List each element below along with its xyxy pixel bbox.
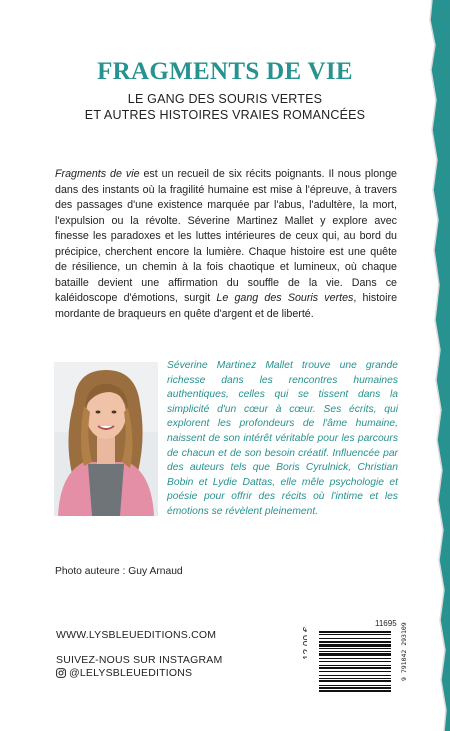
- price: 12,00 €: [302, 626, 313, 660]
- instagram-icon: [56, 668, 66, 678]
- product-code: 11695: [375, 619, 397, 628]
- subtitle-line-2: ET AUTRES HISTOIRES VRAIES ROMANCÉES: [84, 108, 366, 122]
- barcode-bar: [319, 690, 391, 692]
- instagram-follow-label: SUIVEZ-NOUS SUR INSTAGRAM: [56, 654, 223, 666]
- barcode-bar: [319, 678, 391, 679]
- publisher-website[interactable]: WWW.LYSBLEUEDITIONS.COM: [56, 629, 217, 641]
- barcode-bar: [319, 667, 391, 669]
- instagram-handle-text: @LELYSBLEUEDITIONS: [69, 667, 193, 679]
- barcode-bar: [319, 687, 391, 689]
- instagram-handle[interactable]: [56, 667, 192, 679]
- blurb-text-1: est un recueil de six récits poignants. Il nous plonge dans des instants où la fragilité humaine est mise à l'épreuve, à travers des passages d'une existence marquée par l'abus, l'adultère, la mort, l'expulsion ou la révolte. Séverine Martinez Mallet y explore avec finesse les paradoxes et les luttes intérieures de ceux qui, au bord du précipice, cherchent encore la lumière. Chaque histoire est une quête de résilience, un chemin à la fois chaotique et lumineux, où chaque bataille devient une affirmation du souffle de la vie. Dans ce kaléidoscope d'émotions, surgit: [55, 168, 397, 304]
- author-photo: [54, 362, 158, 516]
- barcode-bar: [319, 685, 391, 686]
- barcode-bar: [319, 658, 391, 659]
- barcode-bar: [319, 641, 391, 643]
- isbn-barcode: [307, 627, 407, 719]
- barcode-bar: [319, 651, 391, 652]
- blurb-book-title: Fragments de vie: [55, 168, 140, 180]
- barcode-bar: [319, 634, 391, 635]
- barcode-bar: [319, 661, 391, 662]
- barcode-bar: [319, 644, 391, 647]
- book-blurb: [55, 167, 397, 322]
- book-title: FRAGMENTS DE VIE: [97, 58, 353, 85]
- barcode-bar: [319, 671, 391, 672]
- barcode-bar: [319, 648, 391, 649]
- blurb-text-2: , histoire mordante de braqueurs en quête d'argent et de liberté.: [55, 292, 398, 320]
- barcode-bar: [319, 653, 391, 656]
- photo-credit: Photo auteure : Guy Arnaud: [55, 566, 183, 577]
- barcode-bar: [319, 675, 391, 676]
- barcode-bar: [319, 665, 391, 666]
- blurb-story-title: Le gang des Souris vertes: [216, 292, 354, 304]
- barcode-bar: [319, 680, 391, 682]
- barcode-bar: [319, 638, 391, 639]
- barcode-bar: [319, 631, 391, 633]
- author-bio: Séverine Martinez Mallet trouve une grande richesse dans les rencontres humaines authentiques, celles qui se tissent dans la simplicité d'un cœur à cœur. Ses écrits, qui explorent les profondeurs de l'âme humaine, naissent de son intérêt véritable pour les parcours de chacun et de son besoin créatif. Influencée par des auteurs tels que Boris Cyrulnick, Christian Bobin et Lydie Dattas, elle mêle psychologie et poésie pour offrir des récits où l'intime et les émotions se révèlent pleinement.: [167, 360, 398, 517]
- isbn-digits: 9 791042 293109: [400, 622, 408, 681]
- subtitle-line-1: LE GANG DES SOURIS VERTES: [127, 92, 323, 106]
